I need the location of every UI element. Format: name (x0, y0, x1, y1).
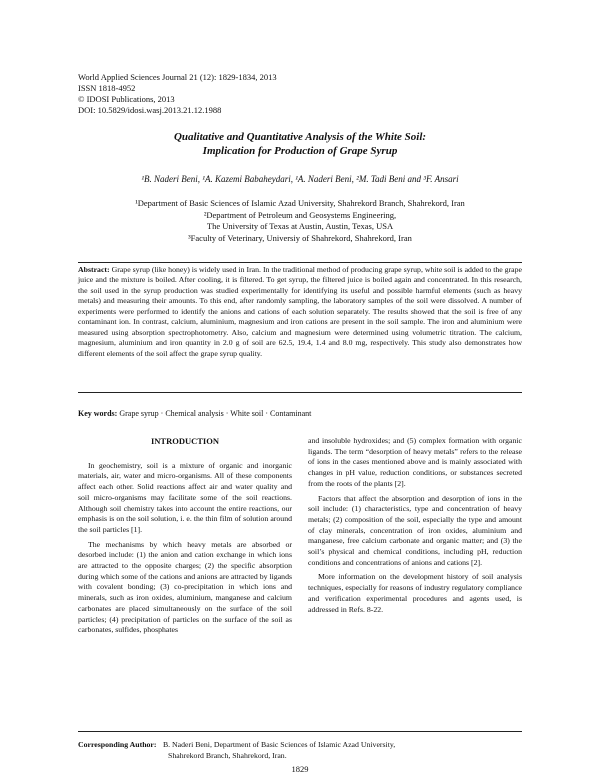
journal-citation: World Applied Sciences Journal 21 (12): 1829-1834, 2013 (78, 72, 277, 82)
intro-paragraph-continuation: and insoluble hydroxides; and (5) complex formation with organic ligands. The term “desorption of heavy metals” refers to the release of ions in the cases mentioned above and is mainly associated with changes in pH value, reduction conditions, or substances secreted from the roots of the plants [2]. (308, 436, 522, 488)
abstract-text: Grape syrup (like honey) is widely used in Iran. In the traditional method of producing grape syrup, white soil is added to the grape juice and the mixture is boiled. After cooling, it is filtered. To get syrup, the filtered juice is boiled again and concentrated. In this research, the soil used in the syrup production was studied experimentally for identifying its useful and possible harmful elements (such as heavy metals) and measuring their amounts. To this end, after randomly sampling, the laboratory samples of the soil were dissolved. A number of experiments were performed to identify the anions and cations of each solution separately. The results showed that the soil is free of any contaminant ion. In contrast, calcium, aluminium, magnesium and iron cations are present in the soil sample. The iron and aluminium were measured using absorption spectrophotometry. Also, calcium and magnesium were determined using volumetric titration. The calcium, magnesium, aluminium and iron quantity in 2.0 g of soil are 62.5, 19.4, 1.4 and 8.0 mg, respectively. This study also demonstrates how different elements of the soil affect the grape syrup quality. (78, 265, 522, 358)
page-number: 1829 (291, 764, 309, 774)
journal-publisher: © IDOSI Publications, 2013 (78, 94, 175, 104)
intro-paragraph-1: In geochemistry, soil is a mixture of organic and inorganic materials, air, water and micro-organisms. All of these components affect each other. Solid reactions affect air and water quality and soil micro-organisms may facilitate some of the soil reactions. Although soil chemistry takes into account the entire reactions, our emphasis is on the soil solution, i. e. the thin film of solution around the soil particles [1]. (78, 460, 292, 534)
corresponding-author-label: Corresponding Author: (78, 740, 157, 749)
affiliation-2: ²Department of Petroleum and Geosystems Engineering, (203, 209, 397, 220)
left-column (78, 436, 292, 640)
footnote-divider (78, 731, 522, 732)
right-column (308, 436, 522, 619)
keywords-label: Key words: (78, 409, 118, 418)
section-heading-introduction: INTRODUCTION (150, 436, 219, 446)
keywords (78, 409, 522, 418)
affiliation-3: ³Faculty of Veterinary, Universiy of Shahrekord, Shahrekord, Iran (188, 232, 412, 243)
intro-paragraph-2: The mechanisms by which heavy metals are absorbed or desorbed include: (1) the anion and cation exchange in which ions are attracted to the opposite charges; (2) the specific absorption during which some of the cations and anions are attracted by ligands with covalent bonding; (3) co-precipitation in which ions and minerals, such as iron oxides, aluminium, manganese and calcium carbonates are placed simultaneously on the surface of the soil particles; (4) precipitation of particles on the surface of the soil as carbonates, sulfides, phosphates (78, 539, 292, 635)
title-line-1: Qualitative and Quantitative Analysis of the White Soil: (173, 131, 427, 143)
intro-paragraph-4: More information on the development history of soil analysis techniques, especially for reasons of industry regulatory compliance and verification experimental procedures and agents used, is addressed in Refs. 8-22. (308, 572, 522, 614)
corresponding-author-line-2: Shahrekord Branch, Shahrekord, Iran. (168, 751, 287, 760)
abstract-label: Abstract: (78, 265, 110, 274)
corresponding-author (78, 739, 522, 761)
author-list: ¹B. Naderi Beni, ¹A. Kazemi Babaheydari, ¹A. Naderi Beni, ²M. Tadi Beni and ³F. Ansari (141, 174, 459, 184)
corresponding-author-line-1: B. Naderi Beni, Department of Basic Sciences of Islamic Azad University, (162, 740, 396, 749)
paper-title (60, 130, 540, 158)
affiliations (60, 198, 540, 244)
affiliation-2-cont: The University of Texas at Austin, Austin, Texas, USA (206, 221, 394, 232)
journal-doi: DOI: 10.5829/idosi.wasj.2013.21.12.1988 (78, 105, 222, 115)
abstract (78, 262, 522, 393)
intro-paragraph-3: Factors that affect the absorption and desorption of ions in the soil include: (1) characteristics, type and concentration of heavy metals; (2) composition of the soil, especially the type and amount of clay minerals, concentration of iron oxides, aluminium and manganese, free calcium carbonate and organic matter; and (3) the soil’s physical and chemical conditions, including pH, reduction conditions and concentrations of anions and cations [2]. (308, 493, 522, 567)
title-line-2: Implication for Production of Grape Syrup (202, 145, 398, 157)
affiliation-1: ¹Department of Basic Sciences of Islamic Azad University, Shahrekord Branch, Shahrekord, Iran (135, 198, 465, 208)
keywords-text: Grape syrup · Chemical analysis · White soil · Contaminant (119, 409, 312, 418)
journal-issn: ISSN 1818-4952 (78, 83, 136, 93)
journal-meta (78, 72, 277, 116)
